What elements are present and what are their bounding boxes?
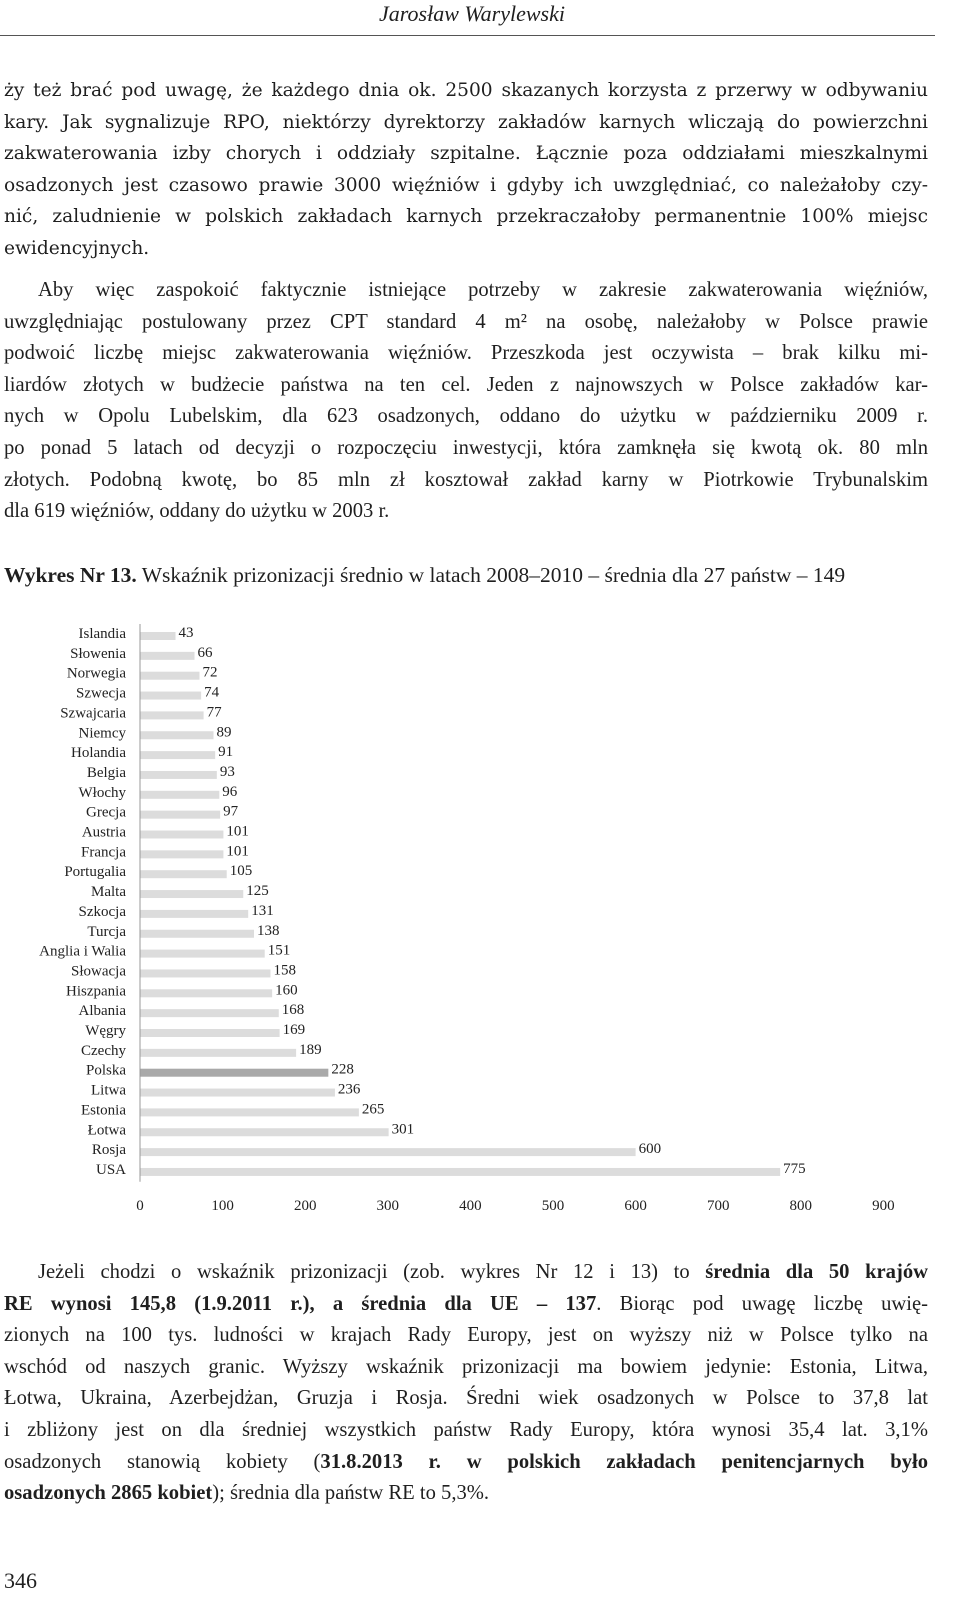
value-label: 189 <box>299 1041 322 1058</box>
paragraph-2 <box>4 275 928 528</box>
value-label: 158 <box>273 962 297 979</box>
value-label: 600 <box>638 1141 662 1158</box>
bar-chart <box>0 612 935 1222</box>
text-line: ży też brać pod uwagę, że każdego dnia ok. 2500 skazanych korzysta z przerwy w odbywaniu <box>4 80 928 101</box>
category-label: Estonia <box>81 1102 126 1119</box>
category-label: Malta <box>91 884 126 901</box>
x-tick-label: 400 <box>459 1198 482 1214</box>
text-line: zakwaterowania izby chorych i oddziały szpitalne. Łącznie poza oddziałami mieszkalnymi <box>4 143 928 165</box>
bar-łotwa <box>140 1128 389 1136</box>
bar-portugalia <box>140 870 227 878</box>
value-label: 169 <box>282 1022 306 1038</box>
figure-caption-text: Wskaźnik prizonizacji średnio w latach 2008–2010 – średnia dla 27 państw – 149 <box>136 563 846 587</box>
bar-szkocja <box>140 910 248 918</box>
value-label: 236 <box>337 1081 361 1098</box>
x-tick-label: 700 <box>706 1198 730 1214</box>
value-label: 131 <box>251 902 274 919</box>
text-run: ); średnia dla państw RE to 5,3%. <box>212 1482 490 1505</box>
value-label: 101 <box>226 843 249 860</box>
category-label: Islandia <box>78 626 126 642</box>
text-line <box>4 1257 928 1289</box>
value-label: 101 <box>226 823 249 840</box>
category-label: Litwa <box>91 1082 126 1099</box>
bar-szwecja <box>140 692 201 700</box>
value-label: 91 <box>218 744 234 761</box>
text-line <box>4 1320 928 1352</box>
text-line: nych w Opolu Lubelskim, dla 623 osadzonych, oddano do użytku w październiku 2009 r. <box>4 405 928 428</box>
bar-malta <box>140 890 243 898</box>
category-label: Słowenia <box>70 645 126 662</box>
text-line: złotych. Podobną kwotę, bo 85 mln zł kosztował zakład karny w Piotrkowie Trybunalskim <box>4 468 928 491</box>
category-label: Belgia <box>86 764 126 781</box>
category-label: Portugalia <box>64 864 126 881</box>
x-tick-label: 800 <box>789 1198 813 1214</box>
category-label: Szkocja <box>78 903 126 920</box>
text-run: wschód od naszych granic. Wyższy wskaźnik prizonizacji ma bowiem jedynie: Estonia, Litwa, <box>4 1355 928 1378</box>
category-label: Węgry <box>85 1023 126 1039</box>
category-label: Szwajcaria <box>60 705 126 722</box>
bar-szwajcaria <box>140 711 204 719</box>
x-tick-label: 100 <box>211 1198 234 1214</box>
bar-hiszpania <box>140 989 272 997</box>
text-line <box>4 1289 928 1321</box>
text-run: osadzonych stanowią kobiety ( <box>4 1450 321 1473</box>
text-line <box>4 1447 928 1479</box>
value-label: 93 <box>219 763 235 780</box>
bar-litwa <box>140 1089 335 1097</box>
bar-usa <box>140 1168 780 1176</box>
text-run: zionych na 100 tys. ludności w krajach Rady Europy, jest on wyższy niż w Polsce tylko na <box>4 1324 928 1347</box>
category-label: Albania <box>78 1003 126 1020</box>
category-label: Niemcy <box>78 725 126 742</box>
text-line: liardów złotych w budżecie państwa na ten cel. Jeden z najnowszych w Polsce zakładów kar- <box>4 373 928 396</box>
bar-włochy <box>140 791 219 799</box>
bar-czechy <box>140 1049 296 1057</box>
bold-run: osadzonych 2865 kobiet <box>4 1482 213 1505</box>
text-line: podwoić liczbę miejsc zakwaterowania więźniów. Przeszkoda jest oczywista – brak kilku mi- <box>4 342 928 365</box>
bar-islandia <box>140 632 176 640</box>
bar-węgry <box>140 1029 280 1037</box>
value-label: 43 <box>178 625 194 641</box>
author-name: Jarosław Warylewski <box>379 1 565 26</box>
x-tick-label: 300 <box>376 1198 400 1214</box>
category-label: Czechy <box>81 1042 126 1059</box>
figure-label: Wykres Nr 13. <box>4 563 137 587</box>
paragraph-1 <box>4 75 928 265</box>
value-label: 228 <box>331 1061 354 1078</box>
value-label: 301 <box>391 1121 415 1138</box>
category-label: Szwecja <box>76 685 126 702</box>
text-line: nić, zaludnienie w polskich zakładach karnych przekraczałoby permanentnie 100% miejsc <box>4 206 928 228</box>
text-line: Aby więc zaspokoić faktycznie istniejące potrzeby w zakresie zakwaterowania więźniów, <box>38 279 928 301</box>
category-label: Austria <box>81 824 126 841</box>
x-tick-label: 200 <box>293 1198 317 1214</box>
category-label: Anglia i Walia <box>39 943 126 960</box>
bar-francja <box>140 850 223 858</box>
text-line: uwzględniając postulowany przez CPT standard 4 m² na osobę, należałoby w Polsce prawie <box>4 310 928 333</box>
text-run: Jeżeli chodzi o wskaźnik prizonizacji (zob. wykres Nr 12 i 13) to <box>38 1261 706 1283</box>
category-label: Rosja <box>91 1142 126 1159</box>
paragraph-3 <box>4 1257 928 1510</box>
text-line: dla 619 więźniów, oddany do użytku w 2003 r. <box>4 500 390 523</box>
text-line: po ponad 5 latach od decyzji o rozpoczęciu inwestycji, która zamknęła się kwotą ok. 80 mln <box>4 436 928 459</box>
category-label: USA <box>95 1161 126 1178</box>
bar-belgia <box>140 771 217 779</box>
bar-turcja <box>140 930 254 938</box>
category-label: Włochy <box>78 784 126 801</box>
value-label: 74 <box>204 684 220 701</box>
value-label: 89 <box>216 724 232 741</box>
category-label: Słowacja <box>71 963 126 980</box>
category-label: Hiszpania <box>66 983 126 1000</box>
bold-run: RE wynosi 145,8 (1.9.2011 r.), a średnia dla UE – 137 <box>4 1292 597 1315</box>
figure-caption <box>4 563 928 588</box>
text-line: ewidencyjnych. <box>4 237 150 259</box>
bar-estonia <box>140 1108 359 1116</box>
bar-słowacja <box>140 969 271 977</box>
text-run: . Biorąc pod uwagę liczbę uwię- <box>596 1292 928 1315</box>
bar-norwegia <box>140 672 199 680</box>
header-rule <box>0 35 935 36</box>
value-label: 96 <box>222 783 238 800</box>
text-line: kary. Jak sygnalizuje RPO, niektórzy dyrektorzy zakładów karnych wliczają do powierzchni <box>4 111 928 133</box>
text-line <box>4 1478 928 1510</box>
x-tick-label: 900 <box>872 1198 895 1214</box>
x-tick-label: 0 <box>136 1198 144 1214</box>
bar-holandia <box>140 751 215 759</box>
text-line <box>4 1415 928 1447</box>
text-line: osadzonych jest czasowo prawie 3000 więźniów i gdyby ich uwzględniać, co należałoby czy- <box>4 174 928 196</box>
text-line <box>4 1352 928 1384</box>
text-run: Łotwa, Ukraina, Azerbejdżan, Gruzja i Rosja. Średni wiek osadzonych w Polsce to 37,8 lat <box>4 1387 928 1410</box>
bar-polska <box>140 1069 328 1077</box>
category-label: Polska <box>85 1062 126 1079</box>
value-label: 77 <box>206 704 222 721</box>
category-label: Norwegia <box>66 665 126 682</box>
running-header <box>0 0 935 34</box>
category-label: Turcja <box>87 923 126 940</box>
category-label: Grecja <box>86 804 126 821</box>
x-tick-label: 500 <box>541 1198 565 1214</box>
x-tick-label: 600 <box>624 1198 647 1214</box>
value-label: 138 <box>256 922 280 939</box>
value-label: 160 <box>275 982 298 999</box>
bar-niemcy <box>140 731 214 739</box>
category-label: Holandia <box>71 745 126 762</box>
bold-run: 31.8.2013 r. w polskich zakładach penitencjarnych było <box>320 1450 929 1473</box>
bar-albania <box>140 1009 279 1017</box>
page-number: 346 <box>4 1568 37 1593</box>
category-label: Francja <box>81 844 126 861</box>
bar-grecja <box>140 811 220 819</box>
value-label: 125 <box>246 883 269 900</box>
text-line <box>4 1383 928 1415</box>
value-label: 775 <box>783 1160 806 1177</box>
bold-run: średnia dla 50 krajów <box>705 1261 929 1283</box>
value-label: 66 <box>197 644 213 661</box>
value-label: 151 <box>267 942 291 959</box>
bar-rosja <box>140 1148 636 1156</box>
category-label: Łotwa <box>87 1122 126 1139</box>
value-label: 72 <box>202 664 218 681</box>
bar-austria <box>140 831 223 839</box>
value-label: 105 <box>229 863 253 880</box>
value-label: 168 <box>281 1002 305 1019</box>
value-label: 265 <box>361 1101 385 1118</box>
bar-anglia-i-walia <box>140 950 265 958</box>
bar-słowenia <box>140 652 195 660</box>
value-label: 97 <box>223 803 239 820</box>
text-run: i zbliżony jest on dla średniej wszystkich państw Rady Europy, która wynosi 35,4 lat. 3,1% <box>4 1418 928 1441</box>
